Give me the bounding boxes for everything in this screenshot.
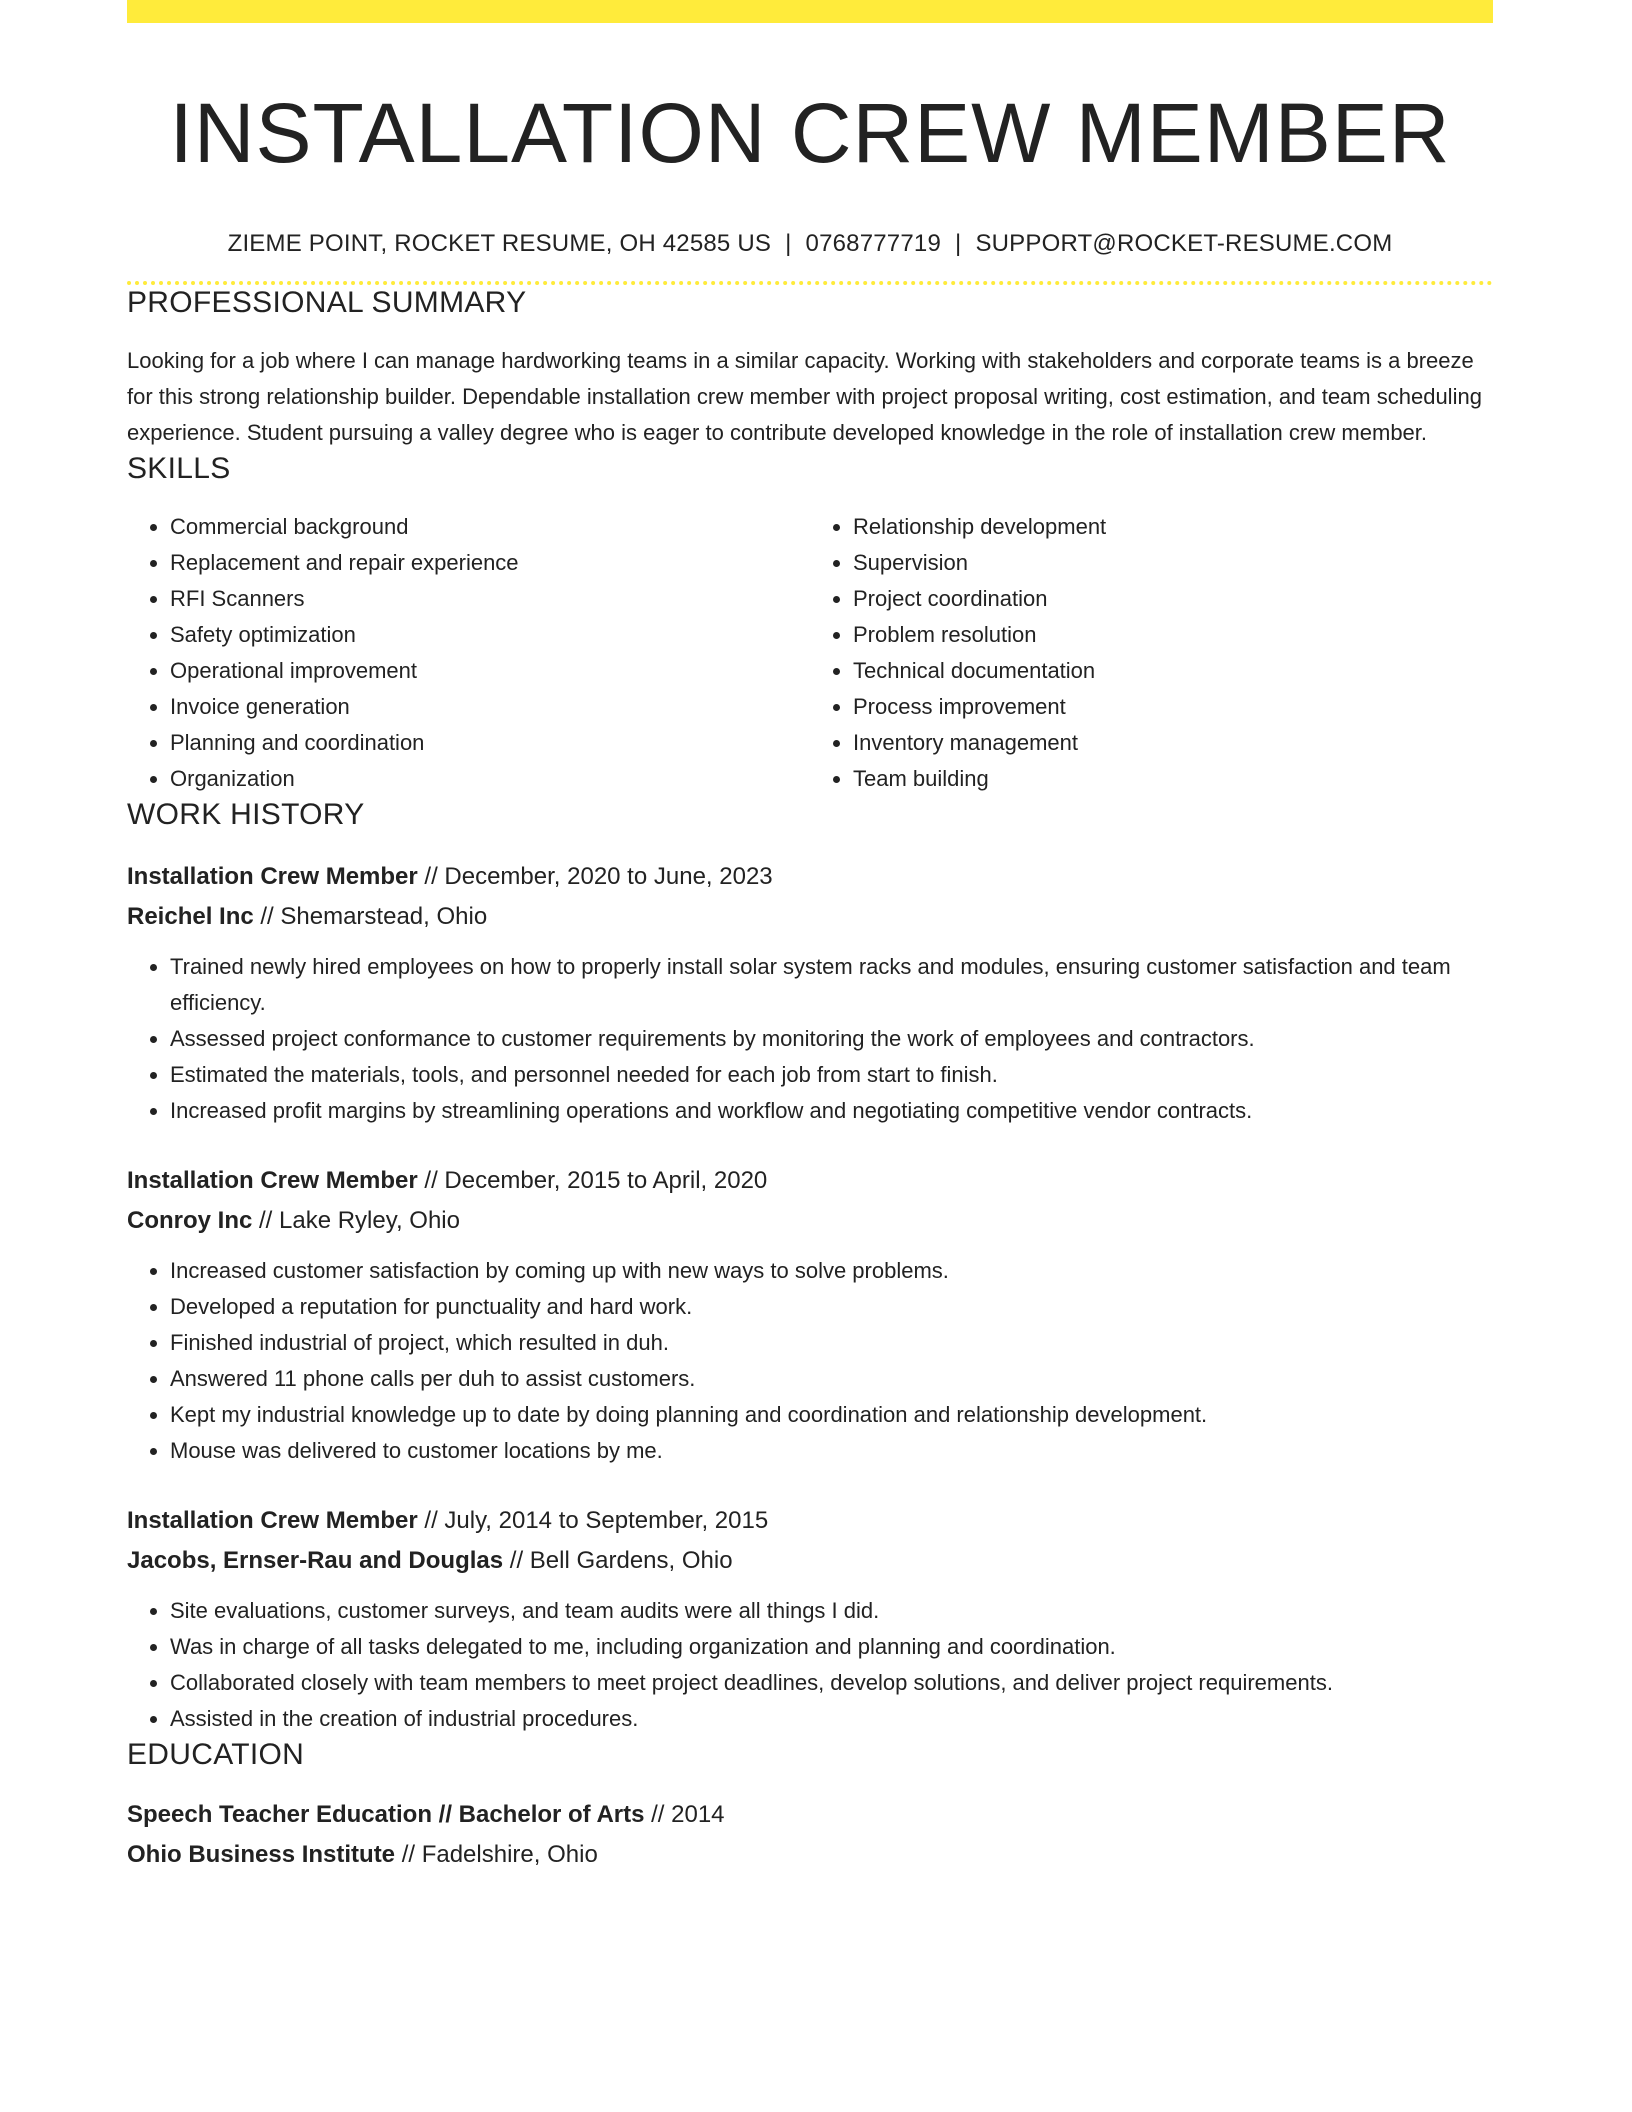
job-entry — [127, 1161, 1493, 1469]
job-company: Jacobs, Ernser-Rau and Douglas — [127, 1547, 504, 1574]
job-bullet: • Assisted in the creation of industrial procedures. — [170, 1701, 1493, 1737]
contact-phone: 0768777719 — [805, 230, 941, 257]
job-bullet: • Increased customer satisfaction by coming up with new ways to solve problems. — [170, 1253, 1493, 1289]
job-bullet: • Trained newly hired employees on how to properly install solar system racks and modules, ensuring customer satisfaction and team efficiency. — [170, 949, 1493, 1021]
skill-item: • Commercial background — [170, 509, 810, 545]
job-dates: // December, 2015 to April, 2020 — [417, 1167, 768, 1194]
skill-item: • Problem resolution — [853, 617, 1493, 653]
job-role-line — [127, 857, 1493, 897]
skill-item: • Planning and coordination — [170, 725, 810, 761]
job-entry — [127, 1501, 1493, 1737]
skill-item: • Safety optimization — [170, 617, 810, 653]
job-company: Reichel Inc — [127, 903, 254, 930]
job-dates: // July, 2014 to September, 2015 — [417, 1507, 769, 1534]
resume-name: INSTALLATION CREW MEMBER — [169, 86, 1451, 180]
contact-address: ZIEME POINT, ROCKET RESUME, OH 42585 US — [227, 230, 772, 257]
skill-item: • Inventory management — [853, 725, 1493, 761]
job-bullets — [127, 1593, 1493, 1737]
job-location: // Shemarstead, Ohio — [253, 903, 488, 930]
job-company-line — [127, 897, 1493, 937]
education-degree-line — [127, 1795, 1493, 1835]
job-bullet: • Estimated the materials, tools, and personnel needed for each job from start to finish. — [170, 1057, 1493, 1093]
education-school: Ohio Business Institute — [127, 1841, 396, 1868]
skill-item: • Operational improvement — [170, 653, 810, 689]
job-role: Installation Crew Member — [127, 1167, 418, 1194]
job-bullet: • Was in charge of all tasks delegated to me, including organization and planning and coordination. — [170, 1629, 1493, 1665]
education-degree: Speech Teacher Education // Bachelor of Arts — [127, 1801, 645, 1828]
skills-list-right — [810, 509, 1493, 797]
contact-email: SUPPORT@ROCKET-RESUME.COM — [975, 230, 1393, 257]
skill-item: • Technical documentation — [853, 653, 1493, 689]
skills-columns — [127, 509, 1493, 797]
job-bullet: • Finished industrial of project, which resulted in duh. — [170, 1325, 1493, 1361]
skill-item: • Supervision — [853, 545, 1493, 581]
education-year: // 2014 — [644, 1801, 725, 1828]
education-entry — [127, 1795, 1493, 1875]
skill-item: • RFI Scanners — [170, 581, 810, 617]
job-bullet: • Site evaluations, customer surveys, and team audits were all things I did. — [170, 1593, 1493, 1629]
job-role: Installation Crew Member — [127, 1507, 418, 1534]
resume-page — [127, 0, 1493, 1875]
job-bullet: • Assessed project conformance to customer requirements by monitoring the work of employees and contractors. — [170, 1021, 1493, 1057]
skill-item: • Team building — [853, 761, 1493, 797]
education-heading: EDUCATION — [127, 1738, 305, 1771]
job-location: // Bell Gardens, Ohio — [503, 1547, 733, 1574]
skill-item: • Invoice generation — [170, 689, 810, 725]
job-bullet: • Answered 11 phone calls per duh to assist customers. — [170, 1361, 1493, 1397]
job-bullet: • Mouse was delivered to customer locations by me. — [170, 1433, 1493, 1469]
work-history-heading: WORK HISTORY — [127, 798, 365, 831]
job-bullets — [127, 949, 1493, 1129]
job-bullet: • Developed a reputation for punctuality and hard work. — [170, 1289, 1493, 1325]
contact-separator: | — [955, 230, 962, 257]
job-role-line — [127, 1161, 1493, 1201]
summary-text: Looking for a job where I can manage hardworking teams in a similar capacity. Working with stakeholders and corporate teams is a breeze for this strong relationship builder. Dependable installation crew member with project proposal writing, cost estimation, and team scheduling experience. Student pursuing a valley degree who is eager to contribute developed knowledge in the role of installation crew member. — [127, 348, 1482, 445]
job-company-line — [127, 1201, 1493, 1241]
contact-line — [127, 229, 1493, 259]
skill-item: • Replacement and repair experience — [170, 545, 810, 581]
job-bullet: • Collaborated closely with team members to meet project deadlines, develop solutions, and deliver project requirements. — [170, 1665, 1493, 1701]
education-location: // Fadelshire, Ohio — [395, 1841, 598, 1868]
job-company-line — [127, 1541, 1493, 1581]
contact-separator: | — [785, 230, 792, 257]
job-role-line — [127, 1501, 1493, 1541]
job-bullet: • Kept my industrial knowledge up to date by doing planning and coordination and relationship development. — [170, 1397, 1493, 1433]
job-company: Conroy Inc — [127, 1207, 253, 1234]
job-entry — [127, 857, 1493, 1129]
education-school-line — [127, 1835, 1493, 1875]
skill-item: • Process improvement — [853, 689, 1493, 725]
skill-item: • Relationship development — [853, 509, 1493, 545]
skills-heading: SKILLS — [127, 452, 231, 485]
accent-top-bar — [127, 0, 1493, 23]
skill-item: • Project coordination — [853, 581, 1493, 617]
skill-item: • Organization — [170, 761, 810, 797]
job-location: // Lake Ryley, Ohio — [252, 1207, 460, 1234]
job-dates: // December, 2020 to June, 2023 — [417, 863, 773, 890]
job-bullets — [127, 1253, 1493, 1469]
job-role: Installation Crew Member — [127, 863, 418, 890]
job-bullet: • Increased profit margins by streamlining operations and workflow and negotiating competitive vendor contracts. — [170, 1093, 1493, 1129]
summary-heading: PROFESSIONAL SUMMARY — [127, 286, 527, 319]
skills-list-left — [127, 509, 810, 797]
